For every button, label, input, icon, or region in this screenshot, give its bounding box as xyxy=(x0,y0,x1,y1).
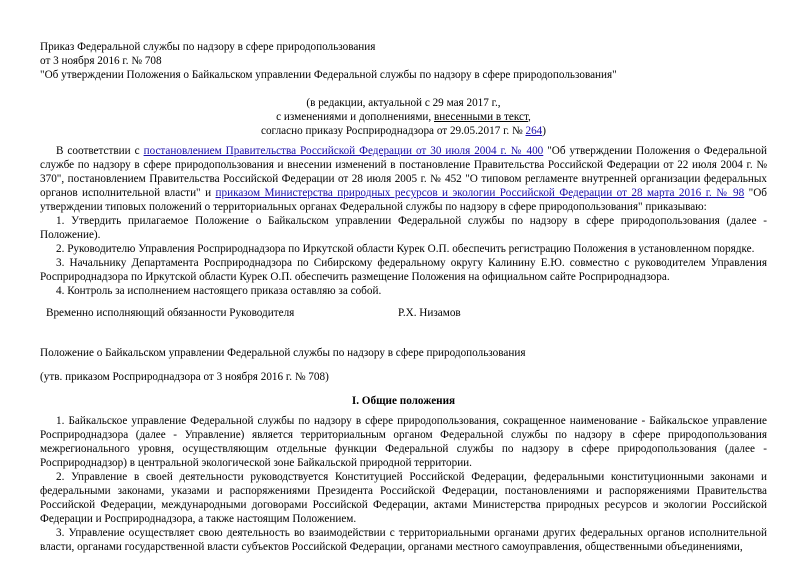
regulation-paragraph: 2. Управление в своей деятельности руководствуется Конституцией Российской Федерации, федеральными конституционными законами и федеральными законами, указами и распоряжениями Президента Российской Федерации, постановлениями и распоряжениями Правительства Российской Федерации, международными договорами Российской Федерации, актами Министерства природных ресурсов и экологии Российской Федерации и Росприроднадзора, а также настоящим Положением. xyxy=(40,471,767,525)
regulation-title: Положение о Байкальском управлении Федеральной службы по надзору в сфере природопользования xyxy=(40,347,526,359)
regulation-paragraph: 1. Байкальское управление Федеральной службы по надзору в сфере природопользования, сокращенное наименование - Байкальское управление Росприроднадзора (далее - Управление) является территориальным органом Федеральной службы по надзору в сфере природопользования межрегионального уровня, осуществляющим отдельные функции Федеральной службы по надзору в сфере природопользования (далее - Росприроднадзор) в центральной экологической зоне Байкальской природной территории. xyxy=(40,415,767,469)
order-header xyxy=(40,40,767,82)
government-decree-400-link[interactable]: постановлением Правительства Российской Федерации от 30 июля 2004 г. № 400 xyxy=(143,145,544,157)
signature-block xyxy=(40,306,767,320)
signatory-position: Временно исполняющий обязанности Руководителя xyxy=(46,307,295,319)
order-subject: "Об утверждении Положения о Байкальском управлении Федеральной службы по надзору в сфере природопользования" xyxy=(40,69,617,81)
edition-line-1: (в редакции, актуальной с 29 мая 2017 г., xyxy=(306,97,501,109)
order-title: Приказ Федеральной службы по надзору в сфере природопользования xyxy=(40,41,376,53)
document-page xyxy=(40,40,767,554)
order-item: 1. Утвердить прилагаемое Положение о Байкальском управлении Федеральной службы по надзору в сфере природопользования (далее - Положение). xyxy=(40,215,767,241)
amendments-link[interactable]: внесенными в текст xyxy=(433,111,529,123)
regulation-paragraph: 3. Управление осуществляет свою деятельность во взаимодействии с территориальными органами других федеральных органов исполнительной власти, органами государственной власти субъектов Российской Федерации, органами местного самоуправления, общественными объединениями, xyxy=(40,527,767,553)
edition-line-2: с изменениями и дополнениями, внесенными в текст, xyxy=(276,111,531,123)
order-264-link[interactable]: 264 xyxy=(525,125,543,137)
ministry-order-98-link[interactable]: приказом Министерства природных ресурсов и экологии Российской Федерации от 28 марта 2016 г. № 98 xyxy=(215,187,745,199)
order-date-number: от 3 ноября 2016 г. № 708 xyxy=(40,55,162,67)
section-title: I. Общие положения xyxy=(351,395,456,407)
signatory-name: Р.Х. Низамов xyxy=(398,307,461,319)
edition-note xyxy=(40,96,767,138)
order-item: 3. Начальнику Департамента Росприроднадзора по Сибирскому федеральному округу Калинину Е.Ю. совместно с руководителем Управления Росприроднадзора по Иркутской области Курек О.П. обеспечить размещение Положения на официальном сайте Росприроднадзора. xyxy=(40,257,767,283)
order-item: 2. Руководителю Управления Росприроднадзора по Иркутской области Курек О.П. обеспечить регистрацию Положения в установленном порядке. xyxy=(56,243,755,255)
order-item: 4. Контроль за исполнением настоящего приказа оставляю за собой. xyxy=(56,285,382,297)
regulation-approval-note: (утв. приказом Росприроднадзора от 3 ноября 2016 г. № 708) xyxy=(40,371,329,383)
preamble-paragraph: В соответствии с постановлением Правительства Российской Федерации от 30 июля 2004 г. № 400 "Об утверждении Положения о Федеральной службе по надзору в сфере природопользования и внесении изменений в постановление Правительства Российской Федерации от 22 июля 2004 г. № 370", постановлением Правительства Российской Федерации от 28 июля 2005 г. № 452 "О типовом регламенте внутренней организации федеральных органов исполнительной власти" и приказом Министерства природных ресурсов и экологии Российской Федерации от 28 марта 2016 г. № 98 "Об утверждении типовых положений о территориальных органах Федеральной службы по надзору в сфере природопользования" приказываю: xyxy=(40,145,767,213)
edition-line-3: согласно приказу Росприроднадзора от 29.05.2017 г. № 264) xyxy=(260,125,546,137)
